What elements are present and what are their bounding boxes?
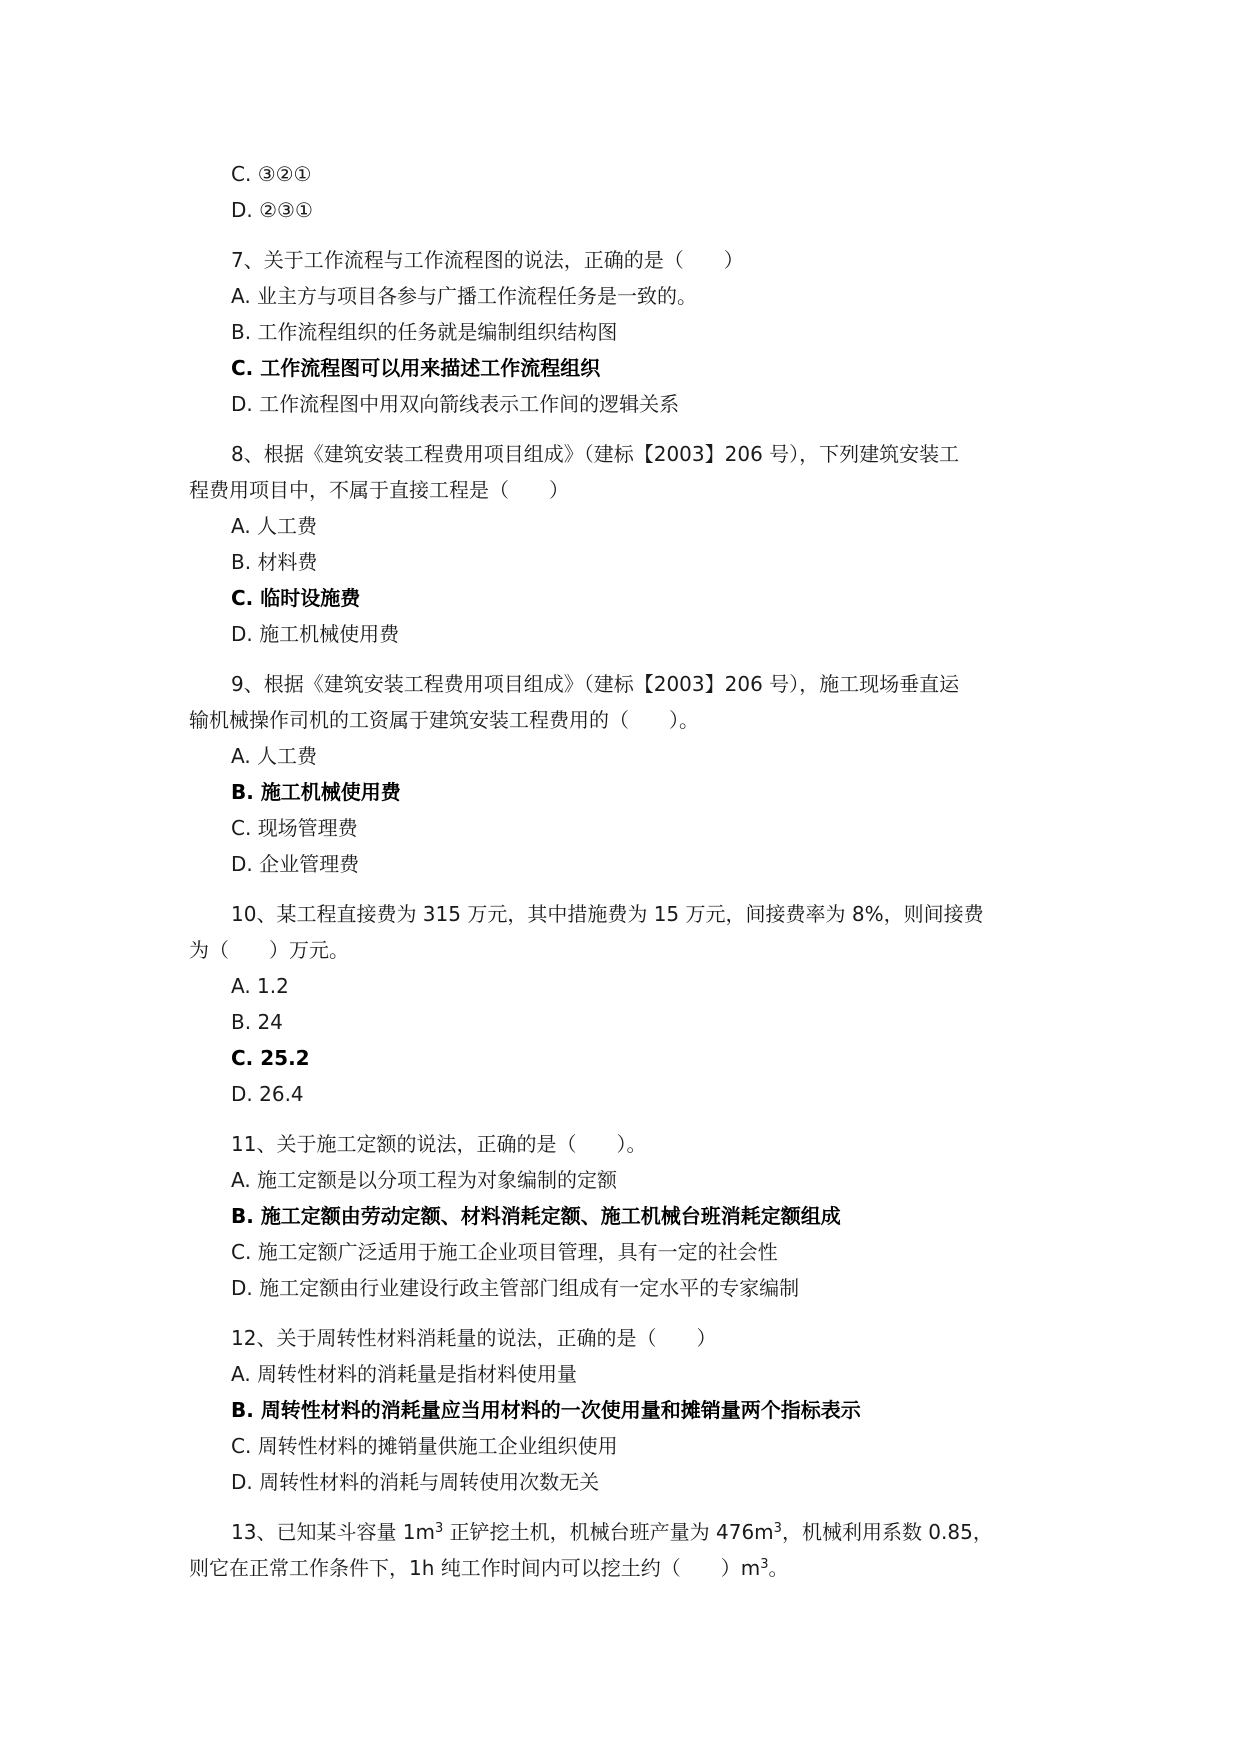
option-letter: A. bbox=[231, 1362, 251, 1386]
option bbox=[189, 616, 1059, 652]
question-13 bbox=[189, 1514, 1059, 1586]
question-block bbox=[189, 436, 1059, 652]
option-text: 周转性材料的消耗量应当用材料的一次使用量和摊销量两个指标表示 bbox=[260, 1398, 861, 1422]
option-text: 1.2 bbox=[257, 974, 289, 998]
stem-text: ，机械利用系数 0.85， bbox=[781, 1520, 993, 1544]
option bbox=[189, 810, 1059, 846]
option-letter: B. bbox=[231, 780, 254, 804]
option-letter: C. bbox=[231, 586, 254, 610]
option bbox=[189, 1356, 1059, 1392]
superscript: 3 bbox=[773, 1521, 782, 1536]
document-page bbox=[189, 156, 1059, 1586]
option-correct bbox=[189, 350, 1059, 386]
option bbox=[189, 278, 1059, 314]
option-letter: C. bbox=[231, 162, 252, 186]
option-letter: D. bbox=[231, 1276, 253, 1300]
question-stem-line: 为（ ）万元。 bbox=[189, 938, 349, 962]
question-stem-line bbox=[189, 1550, 1059, 1586]
question-stem-line: 程费用项目中，不属于直接工程是（ ） bbox=[189, 478, 569, 502]
option-text: 临时设施费 bbox=[260, 586, 361, 610]
previous-question-options bbox=[189, 156, 1059, 228]
option-correct bbox=[189, 1040, 1059, 1076]
option bbox=[189, 1234, 1059, 1270]
option-text: 施工机械使用费 bbox=[260, 780, 401, 804]
option-letter: B. bbox=[231, 1204, 254, 1228]
option bbox=[189, 738, 1059, 774]
option-letter: A. bbox=[231, 514, 251, 538]
option-letter: B. bbox=[231, 550, 252, 574]
option-text: ③②① bbox=[257, 162, 312, 186]
option-letter: C. bbox=[231, 1240, 252, 1264]
option-correct bbox=[189, 1198, 1059, 1234]
question-block bbox=[189, 1320, 1059, 1500]
question-block bbox=[189, 896, 1059, 1112]
option-text: 工作流程图中用双向箭线表示工作间的逻辑关系 bbox=[259, 392, 680, 416]
question-stem-line: 7、关于工作流程与工作流程图的说法，正确的是（ ） bbox=[231, 248, 744, 272]
option-letter: A. bbox=[231, 974, 251, 998]
option-text: 施工定额由劳动定额、材料消耗定额、施工机械台班消耗定额组成 bbox=[260, 1204, 841, 1228]
option-text: 25.2 bbox=[260, 1046, 310, 1070]
stem-text: 。 bbox=[768, 1556, 789, 1580]
question-block bbox=[189, 242, 1059, 422]
question-block bbox=[189, 1126, 1059, 1306]
stem-text: 则它在正常工作条件下，1h 纯工作时间内可以挖土约（ ）m bbox=[189, 1556, 761, 1580]
question-stem-line: 11、关于施工定额的说法，正确的是（ ）。 bbox=[231, 1132, 647, 1156]
option bbox=[189, 386, 1059, 422]
question-stem-line: 8、根据《建筑安装工程费用项目组成》（建标【2003】206 号），下列建筑安装工 bbox=[231, 442, 960, 466]
option-text: ②③① bbox=[259, 198, 313, 222]
option bbox=[189, 1162, 1059, 1198]
option-letter: D. bbox=[231, 852, 253, 876]
superscript: 3 bbox=[760, 1557, 769, 1572]
option-letter: C. bbox=[231, 356, 254, 380]
option-text: 周转性材料的消耗与周转使用次数无关 bbox=[259, 1470, 600, 1494]
option-letter: D. bbox=[231, 392, 253, 416]
option-letter: B. bbox=[231, 320, 252, 344]
question-stem-line: 12、关于周转性材料消耗量的说法，正确的是（ ） bbox=[231, 1326, 717, 1350]
stem-text: 13、已知某斗容量 1m bbox=[231, 1520, 436, 1544]
option-text: 业主方与项目各参与广播工作流程任务是一致的。 bbox=[257, 284, 698, 308]
option bbox=[189, 968, 1059, 1004]
question-block bbox=[189, 666, 1059, 882]
option-letter: D. bbox=[231, 198, 253, 222]
option-text: 工作流程组织的任务就是编制组织结构图 bbox=[257, 320, 618, 344]
option bbox=[189, 314, 1059, 350]
option-letter: A. bbox=[231, 744, 251, 768]
option-text: 施工定额广泛适用于施工企业项目管理，具有一定的社会性 bbox=[257, 1240, 778, 1264]
option-text: 施工定额由行业建设行政主管部门组成有一定水平的专家编制 bbox=[259, 1276, 800, 1300]
option bbox=[189, 1076, 1059, 1112]
superscript: 3 bbox=[435, 1521, 444, 1536]
question-list bbox=[189, 242, 1059, 1500]
option bbox=[189, 846, 1059, 882]
option-letter: B. bbox=[231, 1398, 254, 1422]
option-text: 施工定额是以分项工程为对象编制的定额 bbox=[257, 1168, 618, 1192]
option bbox=[189, 156, 1059, 192]
option-text: 人工费 bbox=[257, 744, 318, 768]
option bbox=[189, 1270, 1059, 1306]
option-text: 26.4 bbox=[259, 1082, 304, 1106]
option-text: 企业管理费 bbox=[259, 852, 360, 876]
option-text: 人工费 bbox=[257, 514, 318, 538]
option-letter: C. bbox=[231, 1046, 254, 1070]
option bbox=[189, 508, 1059, 544]
option-text: 现场管理费 bbox=[257, 816, 358, 840]
option-letter: D. bbox=[231, 1082, 253, 1106]
option-text: 周转性材料的摊销量供施工企业组织使用 bbox=[257, 1434, 618, 1458]
option-text: 24 bbox=[257, 1010, 283, 1034]
option bbox=[189, 1428, 1059, 1464]
option-letter: C. bbox=[231, 1434, 252, 1458]
question-stem-line: 输机械操作司机的工资属于建筑安装工程费用的（ ）。 bbox=[189, 708, 699, 732]
option bbox=[189, 1004, 1059, 1040]
option-correct bbox=[189, 774, 1059, 810]
option-correct bbox=[189, 1392, 1059, 1428]
option bbox=[189, 544, 1059, 580]
option-letter: D. bbox=[231, 1470, 253, 1494]
question-stem-line bbox=[189, 1514, 1059, 1550]
stem-text: 正铲挖土机，机械台班产量为 476m bbox=[443, 1520, 774, 1544]
option-letter: A. bbox=[231, 1168, 251, 1192]
option-letter: C. bbox=[231, 816, 252, 840]
option-text: 周转性材料的消耗量是指材料使用量 bbox=[257, 1362, 578, 1386]
question-stem-line: 10、某工程直接费为 315 万元，其中措施费为 15 万元，间接费率为 8%，则间接费 bbox=[231, 902, 984, 926]
option-letter: B. bbox=[231, 1010, 252, 1034]
option bbox=[189, 1464, 1059, 1500]
option-text: 施工机械使用费 bbox=[259, 622, 400, 646]
option bbox=[189, 192, 1059, 228]
question-stem-line: 9、根据《建筑安装工程费用项目组成》（建标【2003】206 号），施工现场垂直运 bbox=[231, 672, 960, 696]
option-correct bbox=[189, 580, 1059, 616]
option-text: 工作流程图可以用来描述工作流程组织 bbox=[260, 356, 601, 380]
option-letter: A. bbox=[231, 284, 251, 308]
option-text: 材料费 bbox=[257, 550, 318, 574]
option-letter: D. bbox=[231, 622, 253, 646]
